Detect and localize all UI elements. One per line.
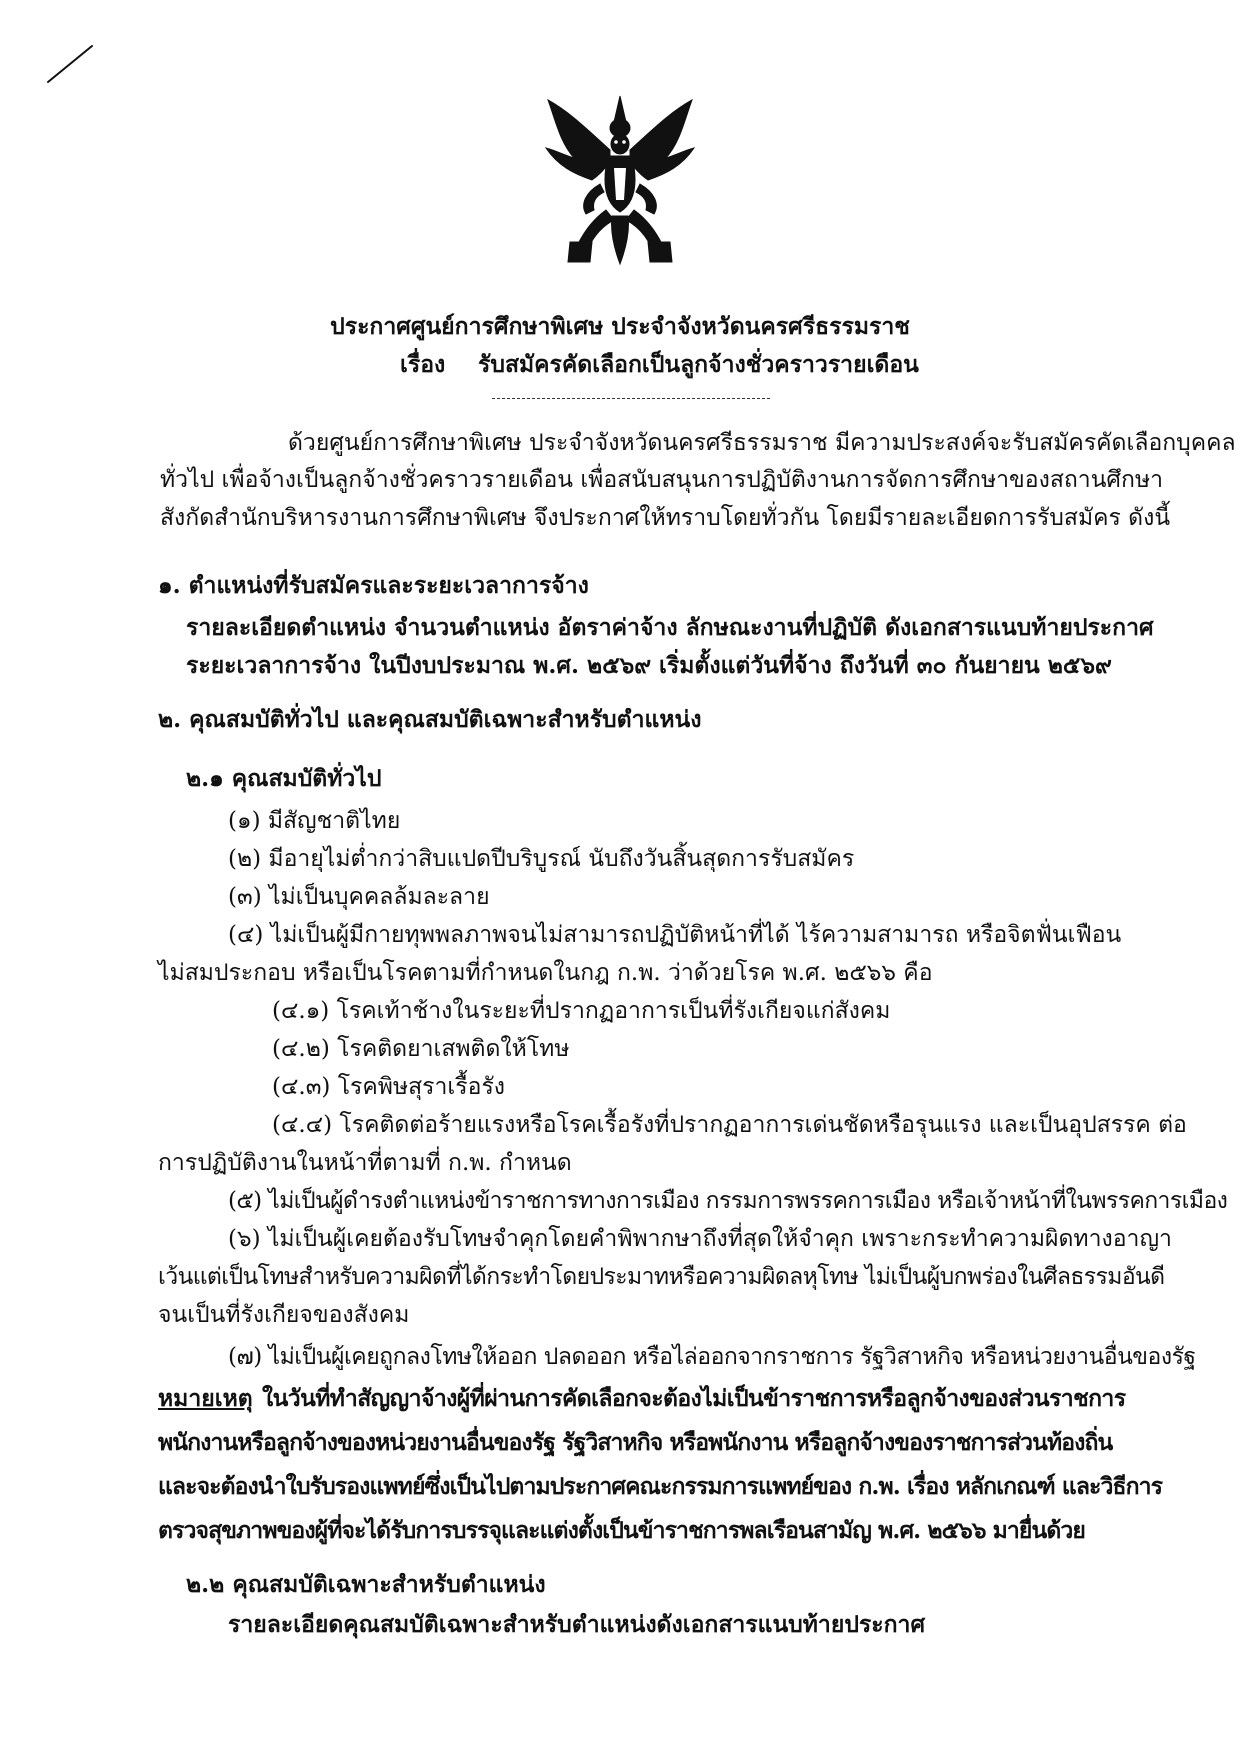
announcement-title: ประกาศศูนย์การศึกษาพิเศษ ประจำจังหวัดนครศรีธรรมราช — [330, 313, 910, 340]
qualification-item-7: (๗) ไม่เป็นผู้เคยถูกลงโทษให้ออก ปลดออก หรือไล่ออกจากราชการ รัฐวิสาหกิจ หรือหน่วยงานอื่นของรัฐ — [228, 1344, 1196, 1370]
qualification-item-4-4-line-2: การปฏิบัติงานในหน้าที่ตามที่ ก.พ. กำหนด — [158, 1150, 572, 1176]
qualification-item-4-line-1: (๔) ไม่เป็นผู้มีกายทุพพลภาพจนไม่สามารถปฏิบัติหน้าที่ได้ ไร้ความสามารถ หรือจิตฟั่นเฟือน — [228, 922, 1122, 948]
section-2-2-line: รายละเอียดคุณสมบัติเฉพาะสำหรับตำแหน่งดังเอกสารแนบท้ายประกาศ — [228, 1611, 926, 1638]
handwritten-slash-mark — [40, 40, 100, 90]
section-1-line-1: รายละเอียดตำแหน่ง จำนวนตำแหน่ง อัตราค่าจ้าง ลักษณะงานที่ปฏิบัติ ดังเอกสารแนบท้ายประกาศ — [186, 614, 1154, 641]
qualification-item-6-line-2: เว้นแต่เป็นโทษสำหรับความผิดที่ได้กระทำโดยประมาทหรือความผิดลหุโทษ ไม่เป็นผู้บกพร่องในศีลธรรมอันดี — [158, 1264, 1165, 1290]
intro-line-1: ด้วยศูนย์การศึกษาพิเศษ ประจำจังหวัดนครศรีธรรมราช มีความประสงค์จะรับสมัครคัดเลือกบุคคล — [288, 430, 1236, 456]
qualification-item-5: (๕) ไม่เป็นผู้ดำรงตำแหน่งข้าราชการทางการเมือง กรรมการพรรคการเมือง หรือเจ้าหน้าที่ในพรรคการเมือง — [228, 1188, 1228, 1214]
qualification-item-2: (๒) มีอายุไม่ต่ำกว่าสิบแปดปีบริบูรณ์ นับถึงวันสิ้นสุดการรับสมัคร — [228, 846, 855, 872]
qualification-item-6-line-1: (๖) ไม่เป็นผู้เคยต้องรับโทษจำคุกโดยคำพิพากษาถึงที่สุดให้จำคุก เพราะกระทำความผิดทางอาญา — [228, 1226, 1172, 1252]
qualification-item-1: (๑) มีสัญชาติไทย — [228, 808, 401, 834]
section-1-heading: ๑. ตำแหน่งที่รับสมัครและระยะเวลาการจ้าง — [158, 572, 589, 599]
qualification-item-4-1: (๔.๑) โรคเท้าช้างในระยะที่ปรากฏอาการเป็นที่รังเกียจแก่สังคม — [272, 998, 891, 1024]
note-line-4: ตรวจสุขภาพของผู้ที่จะได้รับการบรรจุและแต่งตั้งเป็นข้าราชการพลเรือนสามัญ พ.ศ. ๒๕๖๖ มายื่นด้วย — [158, 1517, 1085, 1544]
qualification-item-6-line-3: จนเป็นที่รังเกียจของสังคม — [158, 1302, 410, 1328]
section-2-heading: ๒. คุณสมบัติทั่วไป และคุณสมบัติเฉพาะสำหรับตำแหน่ง — [158, 706, 702, 733]
qualification-item-4-line-2: ไม่สมประกอบ หรือเป็นโรคตามที่กำหนดในกฎ ก.พ. ว่าด้วยโรค พ.ศ. ๒๕๖๖ คือ — [158, 960, 933, 986]
qualification-item-4-3: (๔.๓) โรคพิษสุราเรื้อรัง — [272, 1074, 506, 1100]
note-line-1: ในวันที่ทำสัญญาจ้างผู้ที่ผ่านการคัดเลือกจะต้องไม่เป็นข้าราชการหรือลูกจ้างของส่วนราชการ — [262, 1385, 1126, 1412]
intro-line-3: สังกัดสำนักบริหารงานการศึกษาพิเศษ จึงประกาศให้ทราบโดยทั่วกัน โดยมีรายละเอียดการรับสมัคร ดังนี้ — [160, 505, 1171, 531]
qualification-item-4-4-line-1: (๔.๔) โรคติดต่อร้ายแรงหรือโรคเรื้อรังที่ปรากฏอาการเด่นชัดหรือรุนแรง และเป็นอุปสรรค ต่อ — [272, 1112, 1187, 1138]
qualification-item-3: (๓) ไม่เป็นบุคคลล้มละลาย — [228, 884, 490, 910]
section-2-1-heading: ๒.๑ คุณสมบัติทั่วไป — [186, 765, 382, 792]
header-divider — [492, 398, 770, 399]
note-label: หมายเหตุ — [158, 1385, 253, 1412]
note-line-3: และจะต้องนำใบรับรองแพทย์ซึ่งเป็นไปตามประกาศคณะกรรมการแพทย์ของ ก.พ. เรื่อง หลักเกณฑ์ และวิธีการ — [158, 1473, 1163, 1500]
garuda-emblem-icon — [540, 92, 700, 270]
qualification-item-4-2: (๔.๒) โรคติดยาเสพติดให้โทษ — [272, 1036, 570, 1062]
note-line-2: พนักงานหรือลูกจ้างของหน่วยงานอื่นของรัฐ รัฐวิสาหกิจ หรือพนักงาน หรือลูกจ้างของราชการส่วนท้องถิ่น — [158, 1429, 1113, 1456]
section-1-line-2: ระยะเวลาการจ้าง ในปีงบประมาณ พ.ศ. ๒๕๖๙ เริ่มตั้งแต่วันที่จ้าง ถึงวันที่ ๓๐ กันยายน ๒๕๖๙ — [186, 652, 1112, 679]
section-2-2-heading: ๒.๒ คุณสมบัติเฉพาะสำหรับตำแหน่ง — [186, 1571, 546, 1598]
subject-text: รับสมัครคัดเลือกเป็นลูกจ้างชั่วคราวรายเดือน — [478, 351, 919, 378]
subject-label: เรื่อง — [400, 351, 446, 378]
intro-line-2: ทั่วไป เพื่อจ้างเป็นลูกจ้างชั่วคราวรายเดือน เพื่อสนับสนุนการปฏิบัติงานการจัดการศึกษาของสถานศึกษา — [160, 467, 1164, 493]
